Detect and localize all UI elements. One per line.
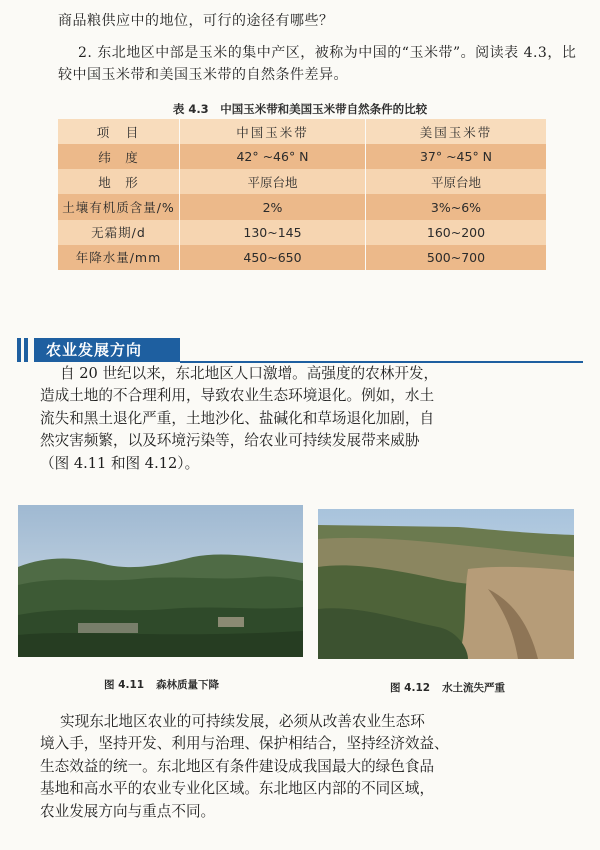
section-heading — [17, 338, 583, 362]
comparison-table — [58, 119, 546, 270]
paragraph-line: 然灾害频繁，以及环境污染等，给农业可持续发展带来威胁 — [40, 432, 420, 450]
table-cell: 450~650 — [180, 245, 366, 270]
figure-number: 图 4.12 — [390, 682, 431, 694]
figure-caption-text: 水土流失严重 — [442, 682, 506, 694]
paragraph-line: （图 4.11 和图 4.12）。 — [40, 454, 200, 472]
section-marker-bars — [17, 338, 31, 362]
erosion-photo — [318, 509, 574, 659]
paragraph-line: 造成土地的不合理利用，导致农业生态环境退化。例如，水土 — [40, 387, 435, 405]
table-cell: 2% — [180, 194, 366, 219]
question-line: 商品粮供应中的地位，可行的途径有哪些？ — [58, 13, 334, 29]
table-cell: 160~200 — [426, 224, 486, 240]
body-paragraph — [40, 711, 560, 823]
table-row — [58, 144, 546, 169]
table-cell: 纬 度 — [58, 144, 180, 169]
table-cell: 平原台地 — [430, 174, 481, 190]
body-paragraph — [40, 363, 560, 475]
forest-photo — [18, 505, 303, 657]
table-row — [58, 220, 546, 245]
table-cell: 3%~6% — [366, 194, 547, 219]
table-cell: 42° ~46° N — [180, 144, 366, 169]
paragraph-line: 生态效益的统一。东北地区有条件建设成我国最大的绿色食品 — [40, 757, 435, 775]
figure-number: 图 4.11 — [104, 679, 145, 691]
table-caption: 表 4.3 中国玉米带和美国玉米带自然条件的比较 — [172, 102, 428, 116]
section-title: 农业发展方向 — [34, 338, 180, 362]
table-cell: 130~145 — [180, 220, 366, 245]
question-line: 较中国玉米带和美国玉米带的自然条件差异。 — [58, 67, 348, 83]
paragraph-line: 农业发展方向与重点不同。 — [40, 802, 216, 820]
paragraph-line: 实现东北地区农业的可持续发展，必须从改善农业生态环 — [60, 713, 425, 730]
table-header-cell: 项 目 — [58, 119, 180, 144]
table-header-cell: 美国玉米带 — [366, 119, 547, 144]
figure-caption — [390, 680, 505, 695]
question-line: 2. 东北地区中部是玉米的集中产区，被称为中国的“玉米带”。阅读表 4.3，比 — [78, 45, 577, 61]
table-row — [58, 169, 546, 194]
figure-caption — [104, 677, 219, 692]
table-cell: 500~700 — [366, 245, 547, 270]
paragraph-line: 基地和高水平的农业专业化区域。东北地区内部的不同区域， — [40, 780, 435, 798]
paragraph-line: 流失和黑土退化严重，土地沙化、盐碱化和草场退化加剧，自 — [40, 409, 435, 427]
paragraph-line: 境入手，坚持开发、利用与治理、保护相结合，坚持经济效益、 — [40, 735, 449, 753]
table-row — [58, 245, 546, 270]
table-cell: 土壤有机质含量/% — [58, 194, 180, 219]
table-cell: 37° ~45° N — [366, 144, 547, 169]
figure-caption-text: 森林质量下降 — [156, 679, 220, 691]
table-header-row — [58, 119, 546, 144]
table-header-cell: 中国玉米带 — [180, 119, 366, 144]
table-cell: 年降水量/mm — [58, 245, 180, 270]
table-cell: 平原台地 — [180, 169, 366, 194]
table-cell: 无霜期/d — [58, 220, 180, 245]
table-row — [58, 194, 546, 219]
table-cell: 地 形 — [58, 169, 180, 194]
paragraph-line: 自 20 世纪以来，东北地区人口激增。高强度的农林开发， — [60, 365, 439, 382]
